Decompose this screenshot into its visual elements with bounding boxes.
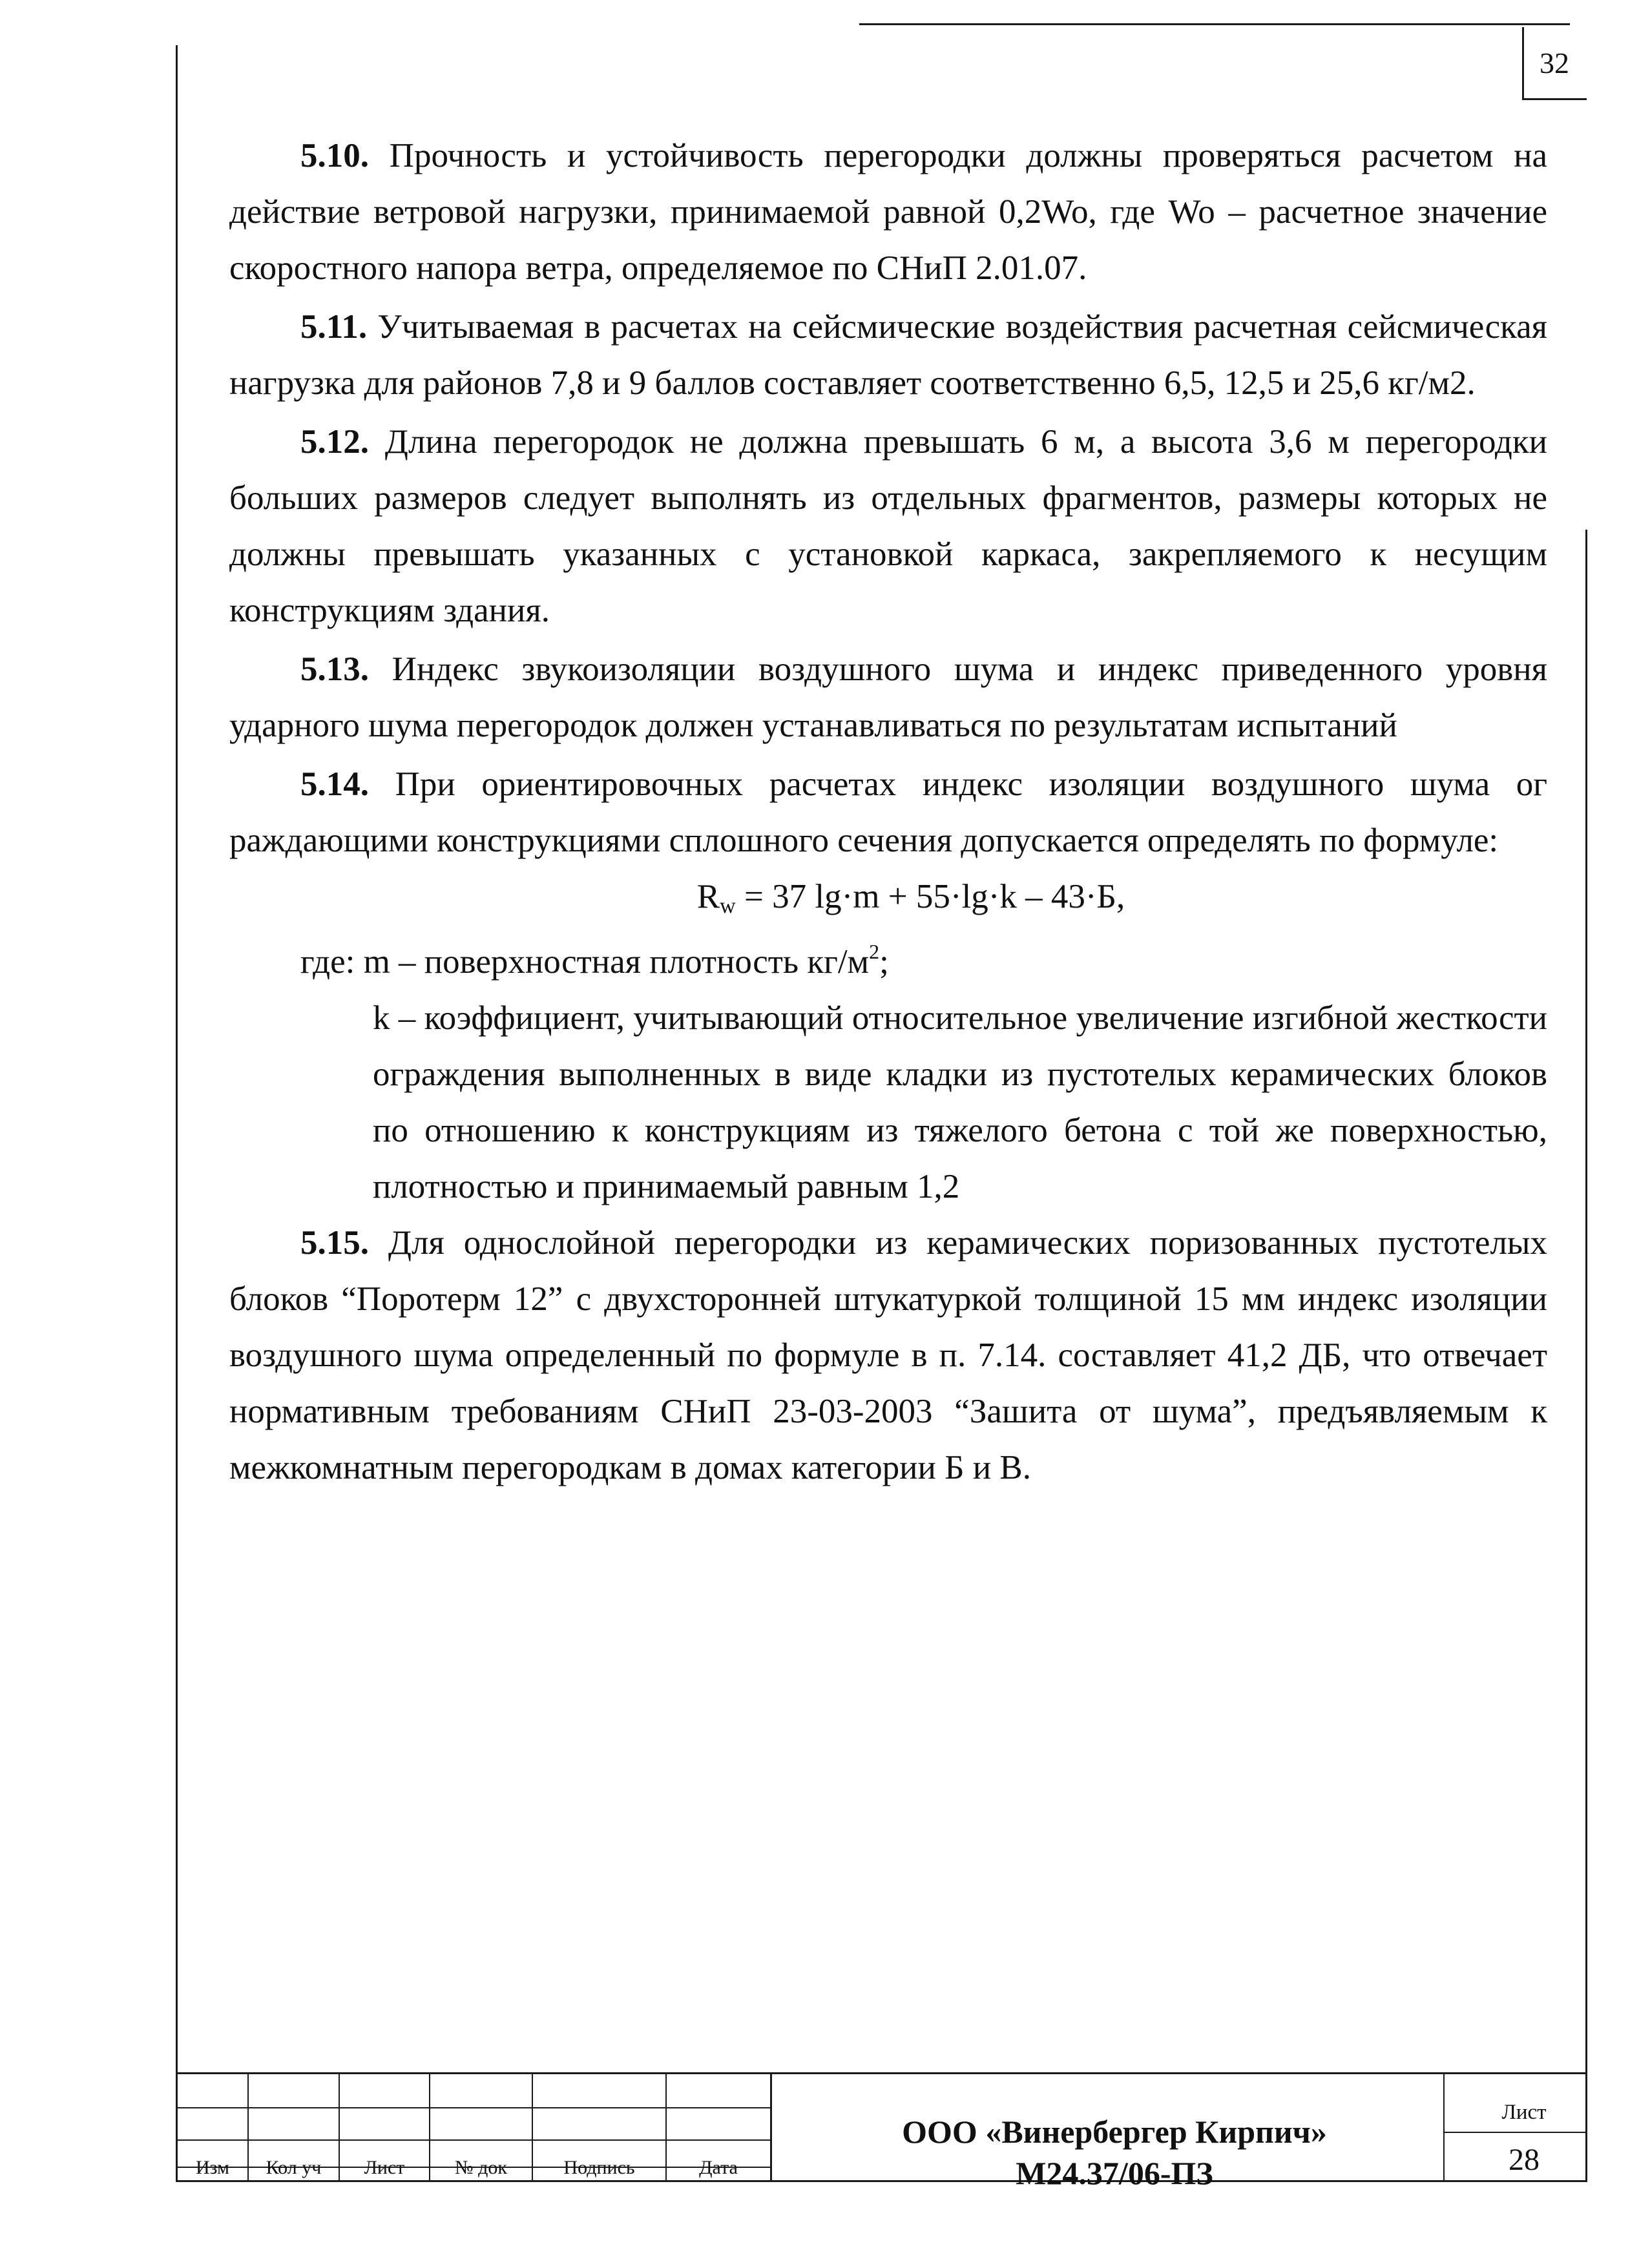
paragraph-5-12: 5.12. Длина перегородок не должна превышать 6 м, а высота 3,6 м перегородки больших размеров следует выполнять из отдельных фрагментов, размеры которых не должны превышать указанных с установкой каркаса, закрепляемого к несущим конструкциям здания. <box>229 423 1548 629</box>
col-podpis: Подпись <box>563 2157 635 2178</box>
paragraph-5-10: 5.10. Прочность и устойчивость перегородки должны проверяться расчетом на действие ветровой нагрузки, принимаемой равной 0,2Wo, где Wo – расчетное значение скоростного напора ветра, определяемое по СНиП 2.01.07. <box>229 137 1547 287</box>
col-list: Лист <box>364 2157 405 2178</box>
top-border-line <box>859 23 1570 25</box>
paragraph-5-14: 5.14. При ориентировочных расчетах индекс изоляции воздушного шума ог раждающими конструкциями сплошного сечения допускается определять по формуле: <box>229 765 1548 859</box>
col-data: Дата <box>699 2157 738 2178</box>
paragraph-5-15: 5.15. Для однослойной перегородки из керамических поризованных пустотелых блоков “Поротерм 12” с двухсторонней штукатуркой толщиной 15 мм индекс изоляции воздушного шума определенный по формуле в п. 7.14. составляет 41,2 ДБ, что отвечает нормативным требованиям СНиП 23-03-2003 “Зашита от шума”, предъявляемым к межкомнатным перегородкам в домах категории Б и В. <box>229 1224 1547 1486</box>
corner-box-bottom <box>1522 98 1587 100</box>
document-body <box>229 128 1547 1496</box>
col-n-dok: № док <box>455 2157 507 2178</box>
formula-where-m: где: m – поверхностная плотность $кг/м^2$; <box>300 940 889 981</box>
formula-definition-k: k – коэффициент, учитывающий относительное увеличение изгибной жесткости ограждения выполненных в виде кладки из пустотелых керамических блоков по отношению к конструкциям из тяжелого бетона с той же поверхностью, плотностью и принимаемый равным 1,2 <box>373 999 1547 1205</box>
paragraph-5-13: 5.13. Индекс звукоизоляции воздушного шума и индекс приведенного уровня ударного шума перегородок должен устанавливаться по результатам испытаний <box>229 650 1548 744</box>
corner-box-left <box>1522 27 1524 98</box>
corner-page-number: 32 <box>1540 47 1569 79</box>
sheet-number: 28 <box>1509 2143 1540 2177</box>
formula-rw: $R_w = 37$ lg·m + 55·lg·k – 43·Б, <box>696 878 1125 918</box>
col-izm: Изм <box>195 2157 230 2178</box>
sheet-label: Лист <box>1501 2101 1547 2124</box>
left-frame-line <box>176 45 178 2182</box>
right-frame-line <box>1585 530 1587 2182</box>
title-block-company: ООО «Винербергер Кирпич» М24.37/06-ПЗ <box>902 2114 1327 2191</box>
col-kol-uch: Кол уч <box>266 2157 322 2178</box>
paragraph-5-11: 5.11. Учитываемая в расчетах на сейсмические воздействия расчетная сейсмическая нагрузка для районов 7,8 и 9 баллов составляет соответственно 6,5, 12,5 и 25,6 кг/м2. <box>229 308 1548 402</box>
